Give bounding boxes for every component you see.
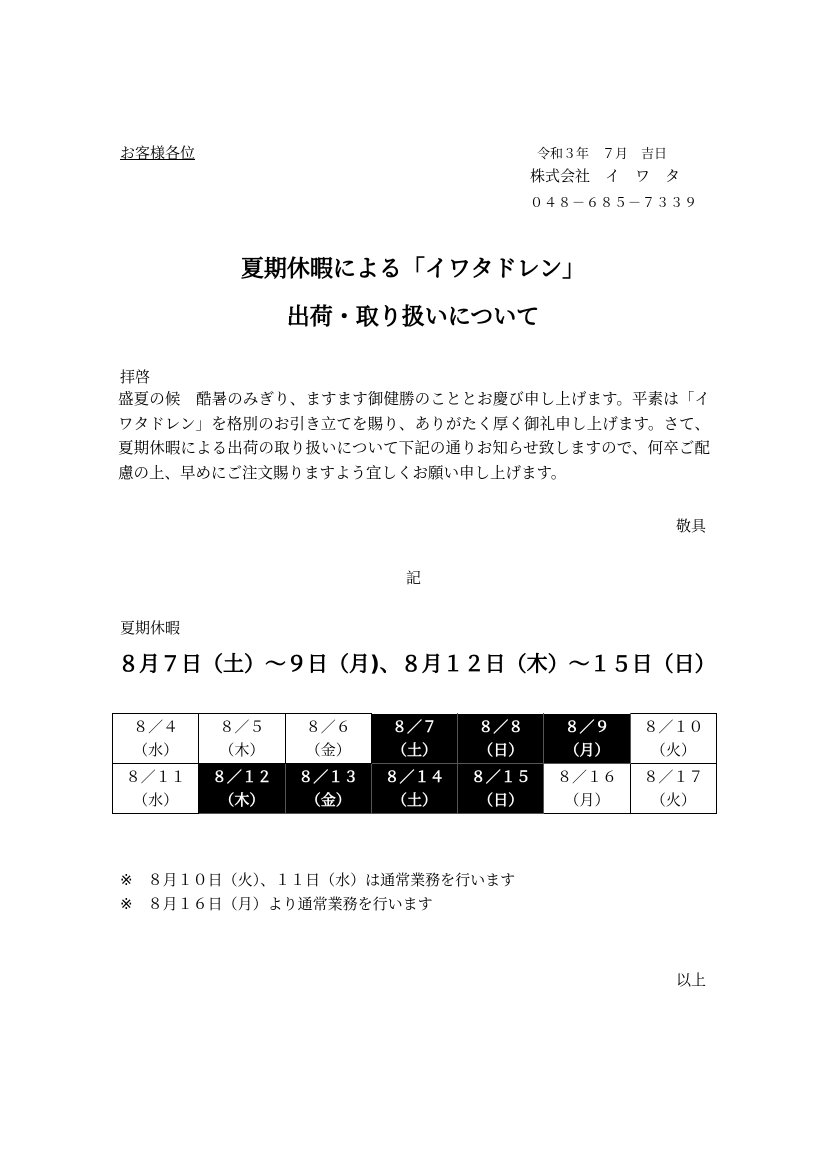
calendar-cell-open <box>113 764 199 814</box>
calendar-date: ８／１２ <box>211 767 272 786</box>
calendar-date: ８／８ <box>478 717 524 736</box>
calendar-cell-open <box>199 714 285 764</box>
calendar-weekday: （土） <box>391 740 437 759</box>
calendar-weekday: （日） <box>478 790 524 809</box>
calendar-cell-closed <box>458 764 544 814</box>
calendar-weekday: （日） <box>478 740 524 759</box>
calendar-date: ８／１５ <box>470 767 531 786</box>
calendar-cell-open <box>630 714 716 764</box>
calendar-weekday: （火） <box>650 740 696 759</box>
holiday-label: 夏期休暇 <box>120 619 181 637</box>
holiday-range: ８月７日（土）～９日（月)、８月１２日（木）～１５日（日） <box>118 652 716 676</box>
letter-opening: 拝啓 <box>120 368 151 386</box>
ki-heading: 記 <box>406 569 422 587</box>
calendar-cell-closed <box>199 764 285 814</box>
note-1: ※ ８月１０日（火）、１１日（水）は通常業務を行います <box>120 871 516 889</box>
calendar-row <box>113 714 717 764</box>
page-title: 夏期休暇による「イワタドレン」 <box>240 256 586 282</box>
calendar-weekday: （金） <box>305 790 351 809</box>
calendar-weekday: （土） <box>391 790 437 809</box>
calendar-date: ８／６ <box>305 717 351 736</box>
calendar-weekday: （月） <box>564 790 610 809</box>
calendar-weekday: （金） <box>305 740 351 759</box>
calendar-cell-open <box>113 714 199 764</box>
ending-mark: 以上 <box>676 971 707 989</box>
calendar-date: ８／１０ <box>643 717 704 736</box>
calendar-cell-closed <box>544 714 630 764</box>
calendar-cell-closed <box>458 714 544 764</box>
recipient: お客様各位 <box>120 144 196 162</box>
calendar-date: ８／４ <box>133 717 179 736</box>
calendar-weekday: （木） <box>219 790 265 809</box>
calendar-date: ８／１６ <box>557 767 618 786</box>
page-subtitle: 出荷・取り扱いについて <box>286 304 540 330</box>
calendar-cell-closed <box>371 714 457 764</box>
calendar-date: ８／１１ <box>125 767 186 786</box>
calendar-cell-open <box>285 714 371 764</box>
calendar-weekday: （水） <box>133 740 179 759</box>
calendar-row <box>113 764 717 814</box>
holiday-calendar <box>112 713 717 814</box>
calendar-cell-open <box>630 764 716 814</box>
calendar-date: ８／１４ <box>384 767 445 786</box>
calendar-date: ８／７ <box>391 717 437 736</box>
calendar-cell-open <box>544 764 630 814</box>
calendar-date: ８／５ <box>219 717 265 736</box>
note-2: ※ ８月１６日（月）より通常業務を行います <box>120 895 433 913</box>
company-name: 株式会社 イ ワ タ <box>530 167 681 185</box>
letter-closing: 敬具 <box>676 517 707 535</box>
calendar-weekday: （月） <box>564 740 610 759</box>
calendar-cell-closed <box>285 764 371 814</box>
calendar-cell-closed <box>371 764 457 814</box>
issue-date: 令和３年 ７月 吉日 <box>537 147 668 162</box>
calendar-weekday: （木） <box>219 740 265 759</box>
calendar-date: ８／１７ <box>643 767 704 786</box>
calendar-weekday: （火） <box>650 790 696 809</box>
calendar-weekday: （水） <box>133 790 179 809</box>
letter-body: 盛夏の候 酷暑のみぎり、ますます御健勝のこととお慶び申し上げます。平素は「イワタドレン」を格別のお引き立てを賜り、ありがたく厚く御礼申し上げます。さて、夏期休暇による出荷の取り扱いについて下記の通りお知らせ致しますので、何卒ご配慮の上、早めにご注文賜りますよう宜しくお願い申し上げます。 <box>118 390 710 482</box>
calendar-date: ８／１３ <box>298 767 359 786</box>
calendar-date: ８／９ <box>564 717 610 736</box>
phone-number: ０４８－６８５－７３３９ <box>530 196 699 211</box>
